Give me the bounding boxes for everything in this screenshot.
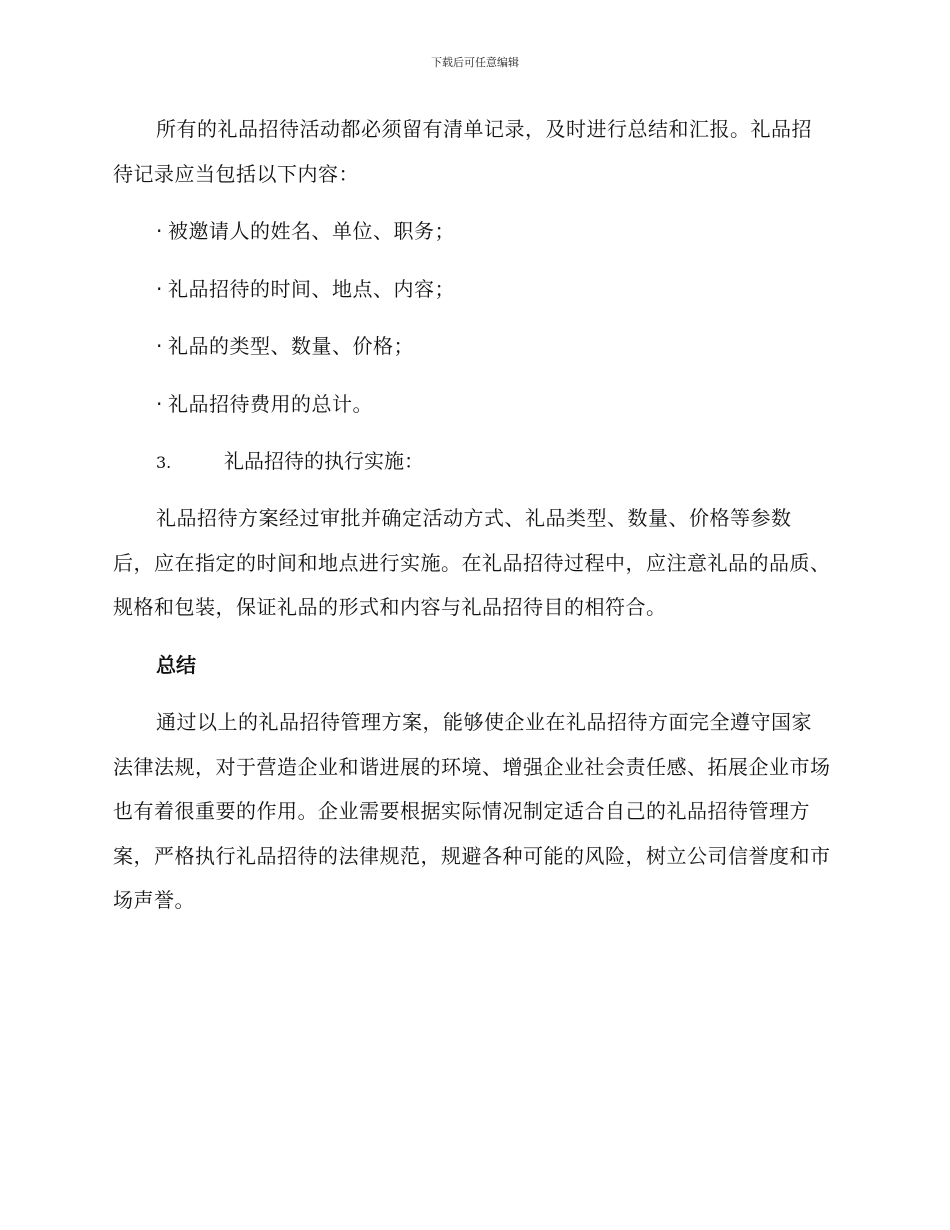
record-item: [156, 274, 455, 304]
execution-paragraph: 礼品招待方案经过审批并确定活动方式、礼品类型、数量、价格等参数后，应在指定的时间和地点进行实施。在礼品招待过程中，应注意礼品的品质、规格和包装，保证礼品的形式和内容与礼品招待目的相符合。: [113, 506, 831, 619]
bullet-dot-icon: ·: [156, 392, 163, 416]
bullet-dot-icon: ·: [156, 334, 163, 358]
section-3-heading: [156, 446, 424, 478]
bullet-dot-icon: ·: [156, 219, 163, 243]
record-item: [156, 216, 455, 246]
section-number: 3.: [156, 453, 172, 472]
record-item-text: 被邀请人的姓名、单位、职务；: [168, 219, 455, 243]
record-item: [156, 389, 373, 419]
summary-paragraph: 通过以上的礼品招待管理方案，能够使企业在礼品招待方面完全遵守国家法律法规，对于营造企业和谐进展的环境、增强企业社会责任感、拓展企业市场也有着很重要的作用。企业需要根据实际情况制定适合自己的礼品招待管理方案，严格执行礼品招待的法律规范，规避各种可能的风险，树立公司信誉度和市场声誉。: [113, 710, 831, 912]
section-title: 礼品招待的执行实施：: [224, 449, 424, 473]
summary-heading: 总结: [156, 653, 196, 677]
record-item-text: 礼品招待费用的总计。: [168, 392, 373, 416]
record-item: [156, 331, 414, 361]
bullet-dot-icon: ·: [156, 277, 163, 301]
page-header-note: 下载后可任意编辑: [431, 56, 519, 69]
intro-paragraph: 所有的礼品招待活动都必须留有清单记录，及时进行总结和汇报。礼品招待记录应当包括以下内容：: [113, 117, 812, 186]
record-item-text: 礼品招待的时间、地点、内容；: [168, 277, 455, 301]
record-item-text: 礼品的类型、数量、价格；: [168, 334, 414, 358]
